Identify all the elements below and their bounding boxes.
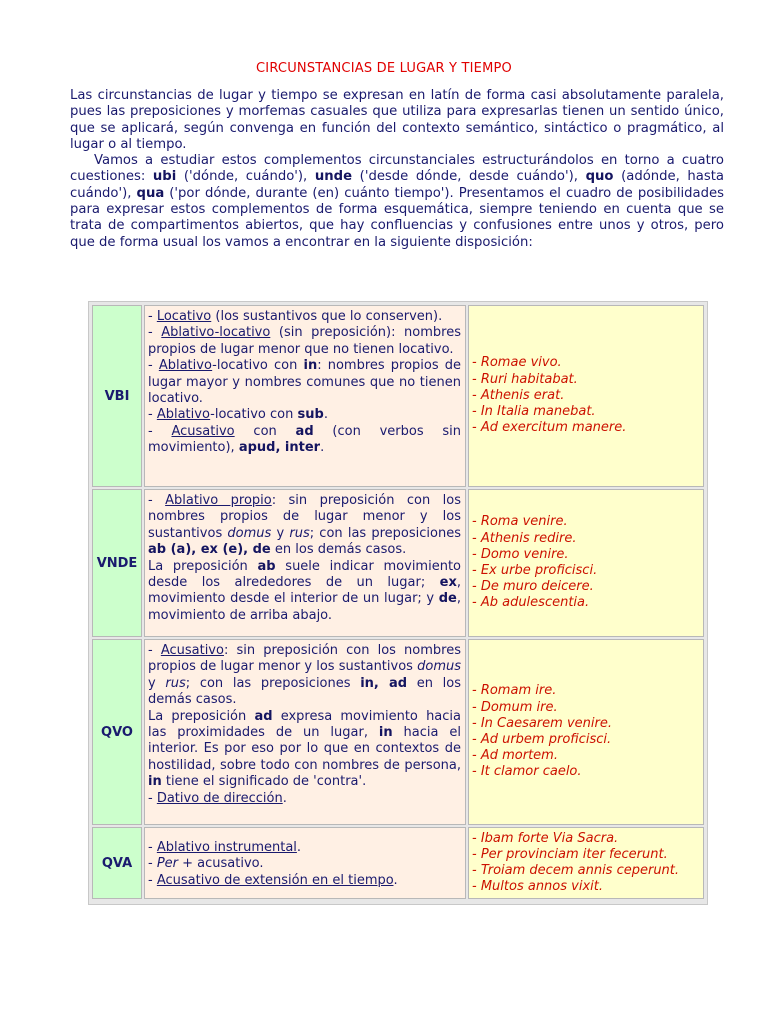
example-line: - In Caesarem venire. bbox=[472, 715, 612, 731]
table-row-qva bbox=[92, 827, 704, 899]
intro-text-segment: (adónde, hasta cuándo'), bbox=[70, 169, 724, 201]
keyword-unde: unde bbox=[314, 169, 353, 185]
row-examples-vnde bbox=[468, 489, 704, 637]
example-line: - Troiam decem annis ceperunt. bbox=[472, 863, 680, 878]
page-title: CIRCUNSTANCIAS DE LUGAR Y TIEMPO bbox=[256, 61, 512, 76]
circumstances-table bbox=[88, 301, 708, 905]
intro-text bbox=[70, 88, 724, 251]
example-line: - Per provinciam iter fecerunt. bbox=[472, 846, 668, 862]
example-line: - Ad exercitum manere. bbox=[472, 420, 627, 436]
row-key-vbi: VBI bbox=[92, 305, 142, 487]
example-line: - Athenis erat. bbox=[472, 387, 565, 403]
table-row-vbi bbox=[92, 305, 704, 487]
example-line: - De muro deicere. bbox=[472, 579, 594, 595]
row-examples-vbi bbox=[468, 305, 704, 487]
intro-paragraph-2 bbox=[70, 153, 724, 251]
example-line: - Domo venire. bbox=[472, 546, 569, 562]
example-line: - Ibam forte Via Sacra. bbox=[472, 830, 619, 846]
example-line: - Athenis redire. bbox=[472, 530, 577, 546]
table-row-vnde bbox=[92, 489, 704, 637]
example-line: - Ad mortem. bbox=[472, 748, 558, 764]
example-line: - Domum ire. bbox=[472, 699, 558, 715]
row-description-qvo: - Acusativo: sin preposición con los nombres propios de lugar menor y los sustantivos domus y rus; con las preposiciones in, ad en los demás casos. La preposición ad expresa movimiento hacia las proximidades de un lugar, in hacia el interior. Es por eso por lo que en contextos de hostilidad, sobre todo con nombres de persona, in tiene el significado de 'contra'. - Dativo de dirección. bbox=[144, 639, 466, 825]
row-description-vbi: - Locativo (los sustantivos que lo conserven). - Ablativo-locativo (sin preposición): nombres propios de lugar menor que no tienen locativo. - Ablativo-locativo con in: nombres propios de lugar mayor y nombres comunes que no tienen locativo. - Ablativo-locativo con sub. - Acusativo con ad (con verbos sin movimiento), apud, inter. bbox=[144, 305, 466, 487]
example-line: - Ruri habitabat. bbox=[472, 371, 578, 387]
example-line: - Ex urbe proficisci. bbox=[472, 563, 598, 578]
intro-text-segment: ('desde dónde, desde cuándo'), bbox=[352, 169, 586, 185]
row-key-vnde: VNDE bbox=[92, 489, 142, 637]
example-line: - In Italia manebat. bbox=[472, 404, 596, 420]
term-link[interactable]: Ablativo bbox=[156, 407, 211, 423]
row-description-vnde: - Ablativo propio: sin preposición con los nombres propios de lugar menor y los sustantivos domus y rus; con las preposiciones ab (a), ex (e), de en los demás casos. La preposición ab suele indicar movimiento desde los alrededores de un lugar; ex, movimiento desde el interior de un lugar; y de, movimiento de arriba abajo. bbox=[144, 489, 466, 637]
row-key-qva: QVA bbox=[92, 827, 142, 899]
example-line: - Romae vivo. bbox=[472, 355, 562, 371]
term-link[interactable]: Ablativo bbox=[158, 358, 213, 374]
row-key-qvo: QVO bbox=[92, 639, 142, 825]
intro-text-segment: ('por dónde, durante (en) cuánto tiempo'). Presentamos el cuadro de posibilidades para expresar estos complementos de forma esquemática, siempre teniendo en cuenta que se trata de compartimentos abiertos, que hay confluencias y confusiones entre unos y otros, pero que de forma usual los vamos a encontrar en la siguiente disposición: bbox=[70, 185, 724, 250]
example-line: - Roma venire. bbox=[472, 514, 568, 530]
term-link[interactable]: Ablativo propio bbox=[165, 493, 272, 508]
term-link[interactable]: Dativo de dirección bbox=[156, 790, 283, 806]
example-line: - Multos annos vixit. bbox=[472, 879, 603, 895]
term-link[interactable]: Acusativo bbox=[160, 643, 224, 658]
intro-text-segment: ('dónde, cuándo'), bbox=[176, 169, 315, 185]
term-link[interactable]: Ablativo instrumental bbox=[156, 840, 297, 855]
row-description-qva: - Ablativo instrumental. - Per + acusativo. - Acusativo de extensión en el tiempo. bbox=[144, 827, 466, 899]
term-link[interactable]: Acusativo de extensión en el tiempo bbox=[156, 872, 394, 888]
term-link[interactable]: Acusativo bbox=[171, 423, 235, 439]
term-link[interactable]: Ablativo-locativo bbox=[161, 325, 271, 341]
example-line: - Ad urbem proficisci. bbox=[472, 732, 612, 747]
intro-text-segment: Vamos a estudiar estos complementos circunstanciales estructurándolos en torno a cuatro cuestiones: bbox=[70, 153, 724, 185]
term-link[interactable]: Locativo bbox=[156, 309, 212, 324]
example-line: - It clamor caelo. bbox=[472, 764, 582, 780]
example-line: - Romam ire. bbox=[472, 683, 557, 699]
row-examples-qvo bbox=[468, 639, 704, 825]
table-row-qvo bbox=[92, 639, 704, 825]
intro-paragraph-1: Las circunstancias de lugar y tiempo se expresan en latín de forma casi absolutamente paralela, pues las preposiciones y morfemas casuales que utiliza para expresarlas tienen un sentido único, que se aplicará, según convenga en función del contexto semántico, sintáctico o pragmático, al lugar o al tiempo. bbox=[70, 88, 724, 152]
row-examples-qva bbox=[468, 827, 704, 899]
keyword-qua: qua bbox=[136, 185, 165, 201]
keyword-ubi: ubi bbox=[152, 169, 177, 185]
keyword-quo: quo bbox=[585, 169, 614, 185]
example-line: - Ab adulescentia. bbox=[472, 595, 590, 611]
